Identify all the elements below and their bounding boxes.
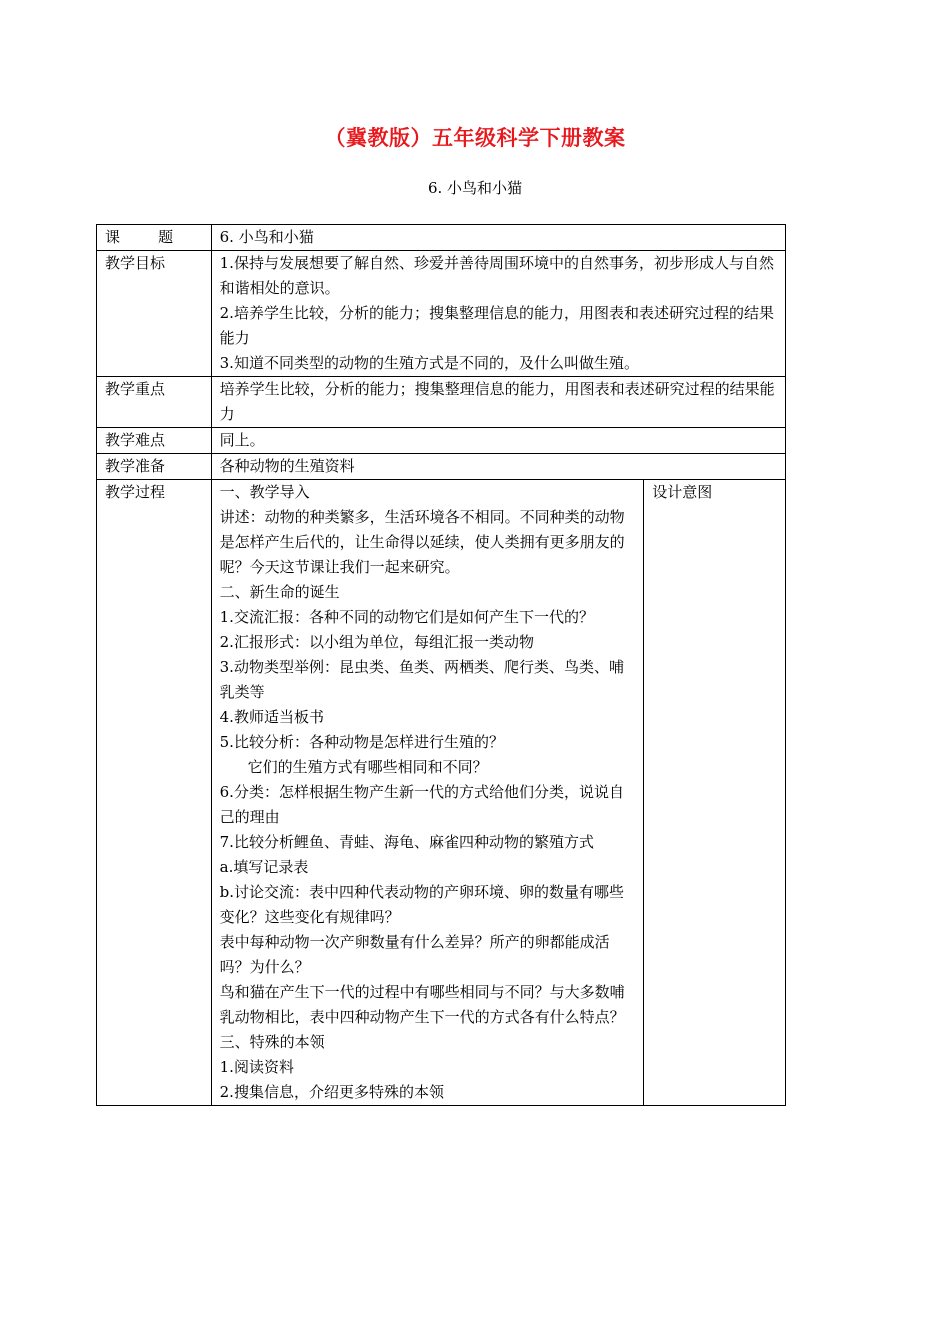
- process-line: 二、新生命的诞生: [219, 583, 340, 601]
- lesson-plan-table: [96, 224, 786, 1106]
- objectives-content: [211, 251, 785, 377]
- process-line: 5.比较分析：各种动物是怎样进行生殖的？: [219, 733, 504, 751]
- process-line: 2.汇报形式：以小组为单位，每组汇报一类动物: [219, 633, 534, 651]
- design-intent-cell: [644, 480, 786, 1106]
- process-line: 2.搜集信息，介绍更多特殊的本领: [219, 1083, 444, 1101]
- row-topic: [97, 225, 786, 251]
- preparation-label: 教学准备: [97, 454, 212, 480]
- key-points-value: 培养学生比较，分析的能力；搜集整理信息的能力，用图表和表述研究过程的结果能力: [211, 377, 785, 428]
- objective-line: 2.培养学生比较，分析的能力；搜集整理信息的能力，用图表和表述研究过程的结果能力: [219, 304, 774, 347]
- row-process: [97, 480, 786, 1106]
- row-key-points: [97, 377, 786, 428]
- preparation-value: 各种动物的生殖资料: [211, 454, 785, 480]
- row-objectives: [97, 251, 786, 377]
- process-line: 表中每种动物一次产卵数量有什么差异？所产的卵都能成活吗？为什么？: [219, 933, 610, 976]
- process-content: [211, 480, 644, 1106]
- process-line: b.讨论交流：表中四种代表动物的产卵环境、卵的数量有哪些变化？这些变化有规律吗？: [219, 883, 625, 926]
- objective-line: 3.知道不同类型的动物的生殖方式是不同的，及什么叫做生殖。: [219, 354, 639, 372]
- row-difficulties: [97, 428, 786, 454]
- difficulties-label: 教学难点: [97, 428, 212, 454]
- process-line: 4.教师适当板书: [219, 708, 324, 726]
- topic-label: 课 题: [97, 225, 212, 251]
- process-line: 一、教学导入: [219, 483, 310, 501]
- topic-value: 6. 小鸟和小猫: [211, 225, 785, 251]
- process-line: 7.比较分析鲤鱼、青蛙、海龟、麻雀四种动物的繁殖方式: [219, 833, 594, 851]
- lesson-subtitle: 6. 小鸟和小猫: [427, 179, 523, 197]
- objectives-label: 教学目标: [97, 251, 212, 377]
- process-line: 它们的生殖方式有哪些相同和不同？: [247, 758, 488, 776]
- process-line: 鸟和猫在产生下一代的过程中有哪些相同与不同？与大多数哺乳动物相比，表中四种动物产生下一代的方式各有什么特点？: [219, 983, 625, 1026]
- objective-line: 1.保持与发展想要了解自然、珍爱并善待周围环境中的自然事务，初步形成人与自然和谐相处的意识。: [219, 254, 774, 297]
- document-title: （冀教版）五年级科学下册教案: [324, 126, 626, 150]
- process-line: 6.分类：怎样根据生物产生新一代的方式给他们分类，说说自己的理由: [219, 783, 624, 826]
- process-label: 教学过程: [97, 480, 212, 1106]
- difficulties-value: 同上。: [211, 428, 785, 454]
- key-points-label: 教学重点: [97, 377, 212, 428]
- process-line: a.填写记录表: [219, 858, 309, 876]
- design-intent-label: 设计意图: [652, 483, 713, 501]
- process-line: 3.动物类型举例：昆虫类、鱼类、两栖类、爬行类、鸟类、哺乳类等: [219, 658, 624, 701]
- process-line: 三、特殊的本领: [219, 1033, 325, 1051]
- process-line: 1.阅读资料: [219, 1058, 294, 1076]
- row-preparation: [97, 454, 786, 480]
- process-line: 讲述：动物的种类繁多，生活环境各不相同。不同种类的动物是怎样产生后代的，让生命得以延续，使人类拥有更多朋友的呢？今天这节课让我们一起来研究。: [219, 508, 625, 576]
- process-line: 1.交流汇报：各种不同的动物它们是如何产生下一代的？: [219, 608, 594, 626]
